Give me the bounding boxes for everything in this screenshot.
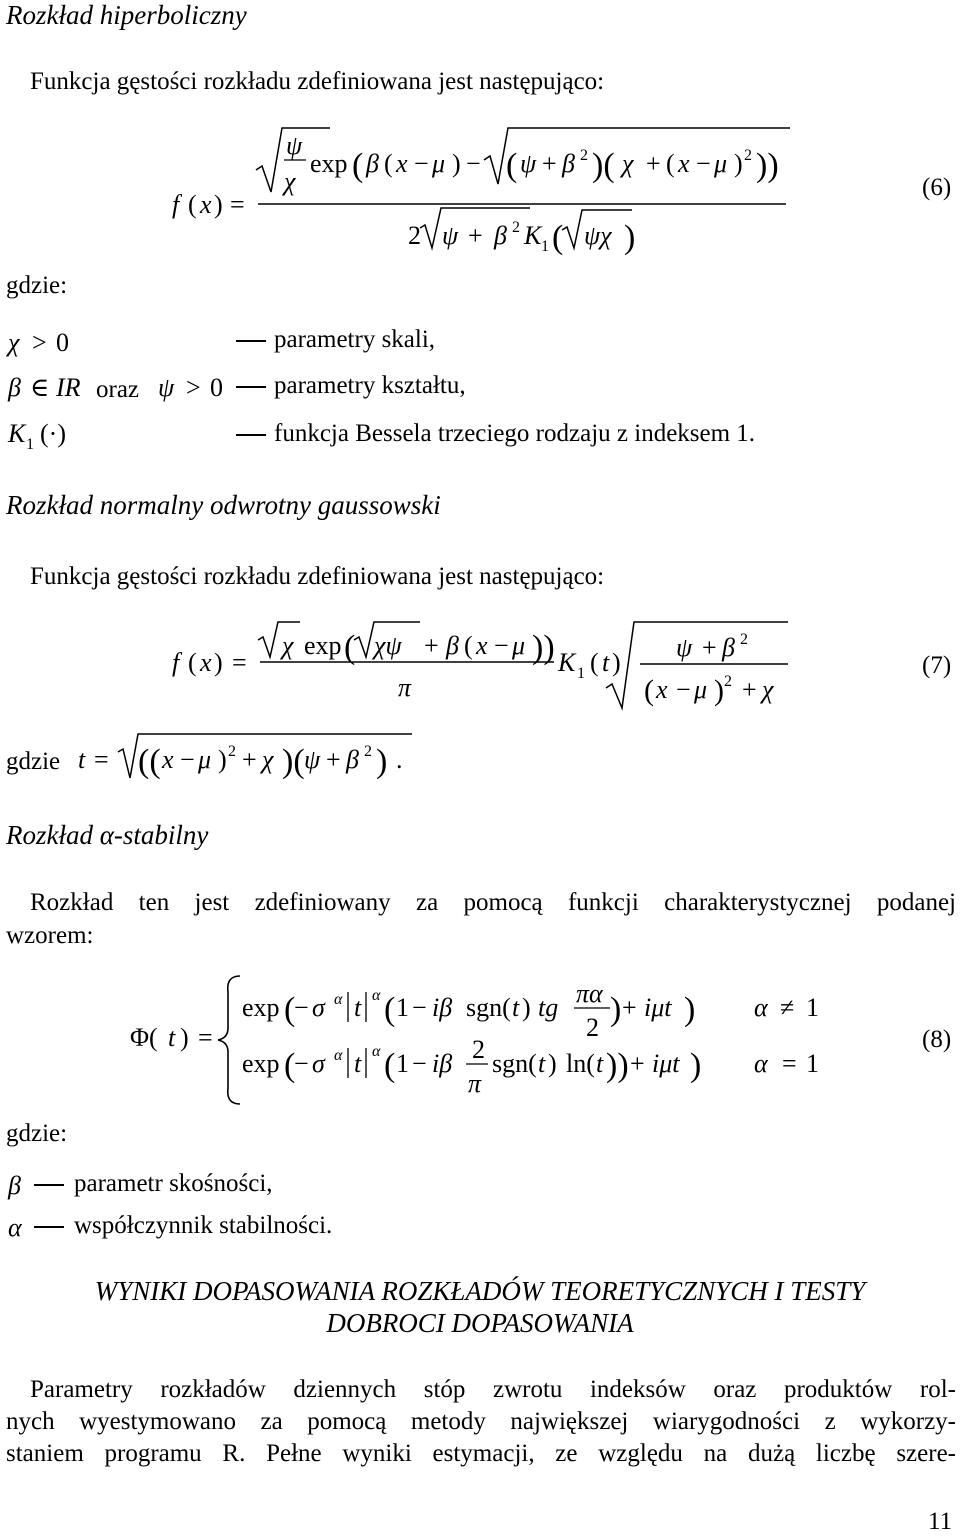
svg-text:2: 2 bbox=[228, 743, 236, 760]
svg-text:IR: IR bbox=[56, 373, 81, 402]
svg-text:.: . bbox=[396, 745, 403, 774]
svg-text:=: = bbox=[230, 190, 245, 219]
svg-text:): ) bbox=[624, 219, 636, 256]
svg-text:x: x bbox=[396, 149, 408, 178]
where-label: gdzie: bbox=[6, 272, 68, 299]
svg-text:exp: exp bbox=[242, 993, 280, 1022]
svg-text:2: 2 bbox=[586, 1013, 599, 1042]
svg-text:χψ: χψ bbox=[374, 631, 402, 660]
svg-text:μ: μ bbox=[512, 631, 526, 660]
svg-text:=: = bbox=[94, 745, 109, 774]
paragraph-line: Parametry rozkładów dziennych stóp zwrotu indeksów oraz produktów rol- bbox=[30, 1376, 956, 1403]
svg-text:x: x bbox=[656, 675, 668, 704]
svg-text:β: β bbox=[562, 149, 575, 178]
svg-text:−: − bbox=[294, 1049, 309, 1078]
svg-text:+: + bbox=[242, 745, 257, 774]
equation-number-8: (8) bbox=[922, 1026, 952, 1053]
svg-text:K: K bbox=[8, 419, 26, 448]
svg-text:χ: χ bbox=[762, 675, 774, 704]
svg-text:ψχ: ψχ bbox=[584, 221, 612, 250]
svg-text:tg: tg bbox=[538, 993, 559, 1022]
svg-text:=: = bbox=[198, 1023, 213, 1052]
svg-text:(: ( bbox=[384, 1047, 396, 1084]
svg-text:(: ( bbox=[590, 648, 599, 677]
svg-text:2: 2 bbox=[724, 673, 732, 690]
svg-text:): ) bbox=[548, 1049, 557, 1078]
svg-text:((: (( bbox=[138, 743, 161, 780]
svg-text:): ) bbox=[452, 149, 461, 178]
svg-text:+: + bbox=[702, 633, 717, 662]
svg-text:σ: σ bbox=[312, 993, 325, 1022]
svg-text:2: 2 bbox=[408, 221, 421, 250]
svg-text:t: t bbox=[78, 745, 86, 774]
svg-text:−: − bbox=[180, 745, 195, 774]
svg-text:iβ: iβ bbox=[432, 993, 453, 1022]
svg-text:): ) bbox=[214, 648, 223, 677]
svg-text:1: 1 bbox=[806, 1049, 819, 1078]
svg-text:+: + bbox=[468, 221, 483, 250]
svg-text:t: t bbox=[354, 993, 362, 1022]
svg-text:): ) bbox=[214, 190, 223, 219]
oraz-text: oraz bbox=[96, 376, 140, 403]
svg-text:sgn(: sgn( bbox=[492, 1049, 537, 1078]
svg-text:x: x bbox=[162, 745, 174, 774]
svg-text:): ) bbox=[376, 743, 388, 780]
svg-text:t: t bbox=[602, 648, 610, 677]
svg-text:): ) bbox=[522, 993, 531, 1022]
svg-text:)(: )( bbox=[592, 147, 615, 184]
svg-text:1: 1 bbox=[541, 238, 549, 255]
svg-text:iμt: iμt bbox=[652, 1049, 680, 1078]
svg-text:+: + bbox=[326, 745, 341, 774]
svg-text:(: ( bbox=[188, 648, 197, 677]
section-heading-nig: Rozkład normalny odwrotny gaussowski bbox=[6, 490, 441, 520]
svg-text:K: K bbox=[524, 221, 542, 250]
svg-text:t: t bbox=[538, 1049, 546, 1078]
svg-text:): ) bbox=[690, 1047, 702, 1084]
param-alpha-desc: współczynnik stabilności. bbox=[74, 1212, 333, 1239]
svg-text:β: β bbox=[8, 1171, 21, 1200]
intro-text: wzorem: bbox=[6, 922, 94, 949]
svg-text:∈: ∈ bbox=[30, 373, 50, 402]
equation-number-7: (7) bbox=[922, 652, 952, 679]
dash bbox=[236, 340, 266, 342]
svg-text:)): )) bbox=[756, 147, 779, 184]
svg-text:1: 1 bbox=[577, 665, 585, 682]
svg-text:(: ( bbox=[188, 190, 197, 219]
paragraph-line: staniem programu R. Pełne wyniki estymacji, ze względu na dużą liczbę szere- bbox=[6, 1440, 956, 1467]
svg-text:α: α bbox=[334, 991, 343, 1008]
svg-text:0: 0 bbox=[56, 328, 69, 357]
svg-text:ψ: ψ bbox=[286, 131, 303, 160]
svg-text:): ) bbox=[714, 674, 724, 707]
svg-text:χ: χ bbox=[8, 328, 20, 357]
svg-text:χ: χ bbox=[282, 631, 294, 660]
svg-text:): ) bbox=[218, 745, 227, 774]
svg-text:π: π bbox=[468, 1069, 482, 1098]
svg-text:2: 2 bbox=[580, 147, 588, 164]
svg-text:2: 2 bbox=[512, 219, 520, 236]
svg-text:f: f bbox=[172, 648, 180, 677]
svg-text:μ: μ bbox=[432, 149, 446, 178]
equation-8 bbox=[0, 960, 960, 1120]
param-k1-desc: funkcja Bessela trzeciego rodzaju z indeksem 1. bbox=[274, 420, 756, 447]
param-list-symbols bbox=[0, 1160, 60, 1250]
svg-text:Φ(: Φ( bbox=[130, 1023, 158, 1052]
svg-text:=: = bbox=[782, 1049, 797, 1078]
svg-text:+: + bbox=[622, 993, 637, 1022]
svg-text:2: 2 bbox=[740, 631, 748, 648]
equation-t bbox=[60, 730, 420, 790]
svg-text:2: 2 bbox=[364, 743, 372, 760]
svg-text:(: ( bbox=[506, 147, 518, 184]
svg-text:0: 0 bbox=[210, 373, 223, 402]
svg-text:exp: exp bbox=[304, 631, 342, 660]
svg-text:(: ( bbox=[344, 629, 356, 666]
svg-text:β: β bbox=[346, 745, 359, 774]
equation-number-6: (6) bbox=[922, 174, 952, 201]
svg-text:sgn(: sgn( bbox=[466, 993, 511, 1022]
svg-text:t: t bbox=[512, 993, 520, 1022]
svg-text:π: π bbox=[398, 673, 412, 702]
intro-text: Rozkład ten jest zdefiniowany za pomocą funkcji charakterystycznej podanej bbox=[30, 889, 956, 916]
svg-text:(: ( bbox=[666, 149, 675, 178]
page-number: 11 bbox=[928, 1508, 953, 1535]
svg-text:ψ: ψ bbox=[158, 373, 175, 402]
dash bbox=[34, 1226, 64, 1228]
svg-text:(·): (·) bbox=[40, 419, 66, 448]
svg-text:2: 2 bbox=[744, 147, 752, 164]
svg-text:α: α bbox=[372, 1043, 381, 1060]
svg-text:>: > bbox=[32, 328, 47, 357]
svg-text:+: + bbox=[646, 149, 661, 178]
svg-text:): ) bbox=[180, 1023, 189, 1052]
svg-text:−: − bbox=[676, 675, 691, 704]
svg-text:−: − bbox=[466, 149, 481, 178]
svg-text:+: + bbox=[630, 1049, 645, 1078]
svg-text:β: β bbox=[494, 221, 507, 250]
intro-text: Funkcja gęstości rozkładu zdefiniowana jest następująco: bbox=[30, 563, 605, 590]
svg-text:t: t bbox=[596, 1049, 604, 1078]
svg-text:1: 1 bbox=[26, 436, 34, 453]
svg-text:(: ( bbox=[352, 147, 364, 184]
svg-text:(: ( bbox=[464, 631, 473, 660]
section-heading-stable: Rozkład α-stabilny bbox=[6, 820, 209, 850]
svg-text:iμt: iμt bbox=[644, 993, 672, 1022]
svg-text:exp: exp bbox=[310, 149, 348, 178]
section-caption-line1: WYNIKI DOPASOWANIA ROZKŁADÓW TEORETYCZNYCH I TESTY bbox=[94, 1276, 866, 1306]
svg-text:(: ( bbox=[552, 219, 564, 256]
svg-text:μ: μ bbox=[714, 149, 728, 178]
svg-text:μ: μ bbox=[694, 675, 708, 704]
svg-text:−: − bbox=[414, 149, 429, 178]
svg-text:−: − bbox=[412, 1049, 427, 1078]
svg-text:β: β bbox=[366, 149, 379, 178]
svg-text:πα: πα bbox=[576, 979, 603, 1008]
svg-text:χ: χ bbox=[262, 745, 274, 774]
dash bbox=[34, 1184, 64, 1186]
svg-text:−: − bbox=[412, 993, 427, 1022]
svg-text:1: 1 bbox=[396, 1049, 409, 1078]
svg-text:2: 2 bbox=[472, 1035, 485, 1064]
svg-text:t: t bbox=[354, 1049, 362, 1078]
where-label: gdzie bbox=[6, 748, 61, 775]
svg-text:1: 1 bbox=[396, 993, 409, 1022]
svg-text:χ: χ bbox=[622, 149, 634, 178]
svg-text:x: x bbox=[200, 648, 212, 677]
dash bbox=[236, 386, 266, 388]
svg-text:ψ: ψ bbox=[304, 745, 321, 774]
svg-text:α: α bbox=[754, 1049, 768, 1078]
svg-text:ψ: ψ bbox=[520, 149, 537, 178]
svg-text:): ) bbox=[610, 991, 622, 1028]
svg-text:t: t bbox=[168, 1023, 176, 1052]
svg-text:)(: )( bbox=[282, 743, 305, 780]
svg-text:(: ( bbox=[284, 1047, 296, 1084]
svg-text:iβ: iβ bbox=[432, 1049, 453, 1078]
svg-text:exp: exp bbox=[242, 1049, 280, 1078]
svg-text:(: ( bbox=[384, 991, 396, 1028]
svg-text:μ: μ bbox=[198, 745, 212, 774]
dash bbox=[236, 434, 266, 436]
param-beta-desc: parametr skośności, bbox=[74, 1170, 273, 1197]
svg-text:): ) bbox=[734, 149, 743, 178]
svg-text:α: α bbox=[8, 1213, 22, 1242]
svg-text:α: α bbox=[372, 987, 381, 1004]
where-label: gdzie: bbox=[6, 1120, 68, 1147]
svg-text:≠: ≠ bbox=[780, 993, 795, 1022]
svg-text:)): )) bbox=[606, 1047, 629, 1084]
svg-text:−: − bbox=[696, 149, 711, 178]
svg-text:ψ: ψ bbox=[442, 221, 459, 250]
svg-text:−: − bbox=[494, 631, 509, 660]
svg-text:)): )) bbox=[532, 629, 555, 666]
svg-text:K: K bbox=[558, 648, 576, 677]
svg-text:): ) bbox=[684, 991, 696, 1028]
svg-text:β: β bbox=[446, 631, 459, 660]
svg-text:): ) bbox=[612, 648, 621, 677]
svg-text:α: α bbox=[754, 993, 768, 1022]
svg-text:x: x bbox=[476, 631, 488, 660]
paragraph-line: nych wyestymowano za pomocą metody największej wiarygodności z wykorzy- bbox=[6, 1408, 956, 1435]
param-beta-desc: parametry kształtu, bbox=[274, 372, 466, 399]
svg-text:(: ( bbox=[284, 991, 296, 1028]
svg-text:σ: σ bbox=[312, 1049, 325, 1078]
svg-text:(: ( bbox=[644, 674, 654, 707]
svg-text:β: β bbox=[722, 633, 735, 662]
svg-text:χ: χ bbox=[284, 167, 296, 196]
svg-text:+: + bbox=[742, 675, 757, 704]
svg-text:=: = bbox=[232, 648, 247, 677]
svg-text:+: + bbox=[424, 631, 439, 660]
svg-text:α: α bbox=[334, 1047, 343, 1064]
svg-text:β: β bbox=[8, 373, 21, 402]
svg-text:ln(: ln( bbox=[566, 1049, 595, 1078]
svg-text:+: + bbox=[542, 149, 557, 178]
svg-text:1: 1 bbox=[806, 993, 819, 1022]
svg-text:>: > bbox=[186, 373, 201, 402]
intro-text: Funkcja gęstości rozkładu zdefiniowana jest następująco: bbox=[30, 68, 605, 95]
svg-text:x: x bbox=[678, 149, 690, 178]
param-chi-desc: parametry skali, bbox=[274, 326, 436, 353]
svg-text:f: f bbox=[172, 190, 180, 219]
section-caption-line2: DOBROCI DOPASOWANIA bbox=[326, 1308, 634, 1338]
equation-6 bbox=[0, 118, 960, 258]
svg-text:ψ: ψ bbox=[676, 633, 693, 662]
svg-text:−: − bbox=[294, 993, 309, 1022]
svg-text:x: x bbox=[200, 190, 212, 219]
section-heading-hyperbolic: Rozkład hiperboliczny bbox=[6, 0, 247, 30]
svg-text:(: ( bbox=[384, 149, 393, 178]
